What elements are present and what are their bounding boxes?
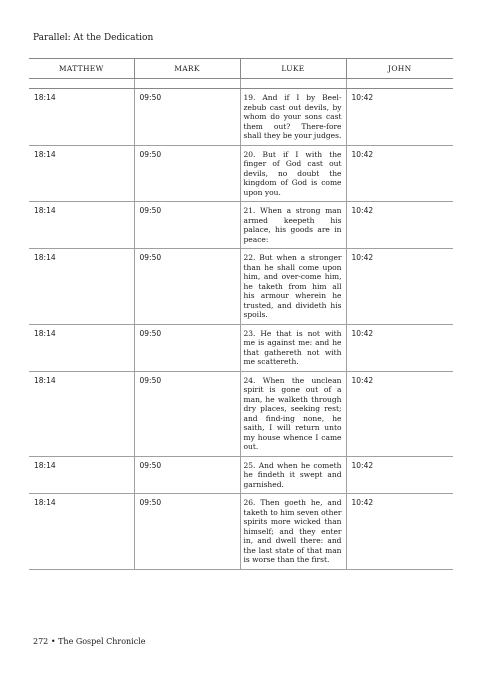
john-cell: 10:42 xyxy=(346,202,453,249)
luke-cell: 22. But when a stronger than he shall come upon him, and over-come him, he taketh from him all his armour wherein he trusted, and divideth his spoils. xyxy=(240,249,346,325)
column-header-john: JOHN xyxy=(346,59,453,79)
john-cell: 10:42 xyxy=(346,145,453,202)
parallel-table xyxy=(29,58,453,570)
matthew-cell: 18:14 xyxy=(29,371,134,456)
luke-cell: 19. And if I by Beel-zebub cast out devils, by whom do your sons cast them out? There-fore shall they be your judges. xyxy=(240,89,346,146)
column-header-luke: LUKE xyxy=(240,59,346,79)
luke-cell: 20. But if I with the finger of God cast out devils, no doubt the kingdom of God is come upon you. xyxy=(240,145,346,202)
column-header-matthew: MATTHEW xyxy=(29,59,134,79)
table-row xyxy=(29,371,453,456)
matthew-cell: 18:14 xyxy=(29,145,134,202)
john-cell: 10:42 xyxy=(346,89,453,146)
john-cell: 10:42 xyxy=(346,371,453,456)
luke-cell: 23. He that is not with me is against me: and he that gathereth not with me scattereth. xyxy=(240,324,346,371)
matthew-cell: 18:14 xyxy=(29,324,134,371)
table-row xyxy=(29,249,453,325)
column-header-mark: MARK xyxy=(134,59,240,79)
mark-cell: 09:50 xyxy=(134,324,240,371)
table-row xyxy=(29,89,453,146)
mark-cell: 09:50 xyxy=(134,456,240,494)
page-heading: Parallel: At the Dedication xyxy=(33,33,154,43)
luke-cell: 26. Then goeth he, and taketh to him seven other spirits more wicked than himself; and they enter in, and dwell there: and the last state of that man is worse than the first. xyxy=(240,494,346,570)
mark-cell: 09:50 xyxy=(134,145,240,202)
table-row xyxy=(29,456,453,494)
john-cell: 10:42 xyxy=(346,249,453,325)
page-footer: 272 • The Gospel Chronicle xyxy=(33,637,146,646)
mark-cell: 09:50 xyxy=(134,249,240,325)
table-row xyxy=(29,324,453,371)
table-row xyxy=(29,494,453,570)
mark-cell: 09:50 xyxy=(134,494,240,570)
spacer-row xyxy=(29,79,453,89)
table-row xyxy=(29,202,453,249)
matthew-cell: 18:14 xyxy=(29,494,134,570)
luke-cell: 25. And when he cometh he findeth it swept and garnished. xyxy=(240,456,346,494)
matthew-cell: 18:14 xyxy=(29,89,134,146)
mark-cell: 09:50 xyxy=(134,371,240,456)
luke-cell: 24. When the unclean spirit is gone out of a man, he walketh through dry places, seeking rest; and find-ing none, he saith, I will return unto my house whence I came out. xyxy=(240,371,346,456)
mark-cell: 09:50 xyxy=(134,89,240,146)
matthew-cell: 18:14 xyxy=(29,456,134,494)
john-cell: 10:42 xyxy=(346,324,453,371)
matthew-cell: 18:14 xyxy=(29,249,134,325)
header-row xyxy=(29,59,453,79)
table-row xyxy=(29,145,453,202)
john-cell: 10:42 xyxy=(346,494,453,570)
matthew-cell: 18:14 xyxy=(29,202,134,249)
luke-cell: 21. When a strong man armed keepeth his palace, his goods are in peace: xyxy=(240,202,346,249)
john-cell: 10:42 xyxy=(346,456,453,494)
mark-cell: 09:50 xyxy=(134,202,240,249)
